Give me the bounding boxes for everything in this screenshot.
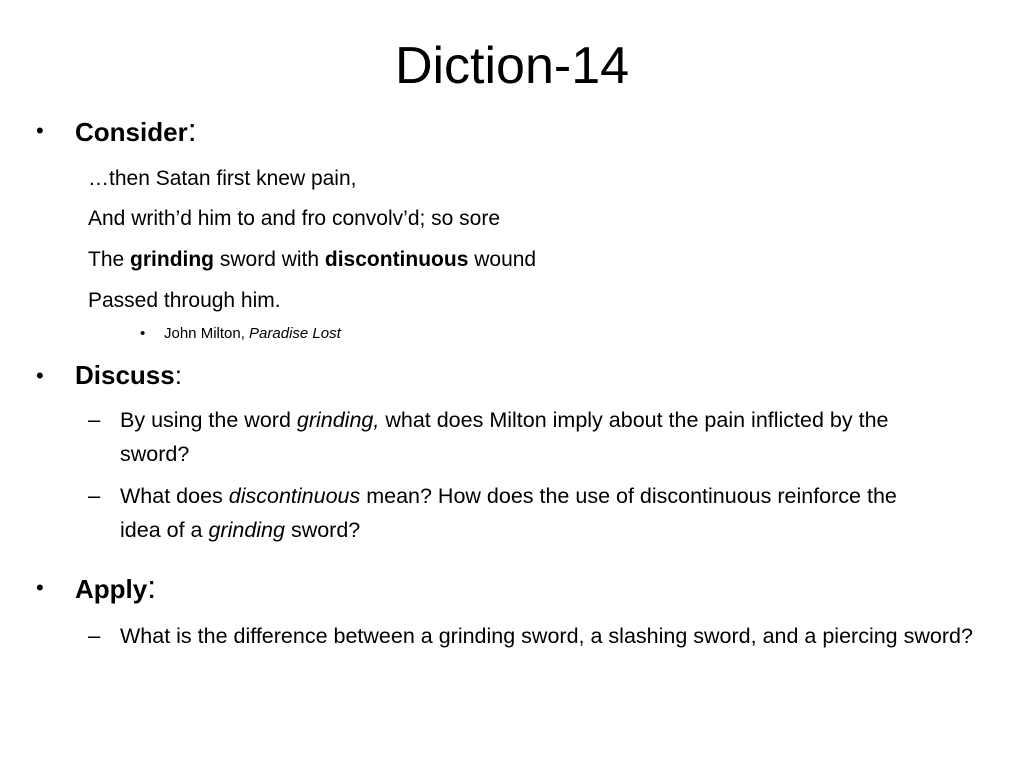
- discuss-heading: [75, 359, 182, 391]
- apply-label: Apply: [75, 574, 148, 604]
- discuss-q2-italic: grinding: [208, 518, 285, 542]
- discuss-q2-dash: –: [88, 483, 101, 508]
- discuss-q2-part: mean? How does the use of discontinuous reinforce the idea of a: [120, 484, 897, 542]
- discuss-q1-part: By using the word: [120, 408, 297, 432]
- apply-q1-dash: –: [88, 623, 101, 648]
- poem-line-4: Passed through him.: [88, 289, 281, 312]
- word-discontinuous: discontinuous: [324, 248, 469, 271]
- bullet-discuss: •: [36, 363, 44, 388]
- discuss-q1-italic: grinding,: [296, 408, 380, 432]
- attribution: [164, 324, 341, 344]
- poem-line-3-part: The: [88, 248, 131, 271]
- discuss-question-2: [120, 479, 940, 547]
- attribution-work: Paradise Lost: [249, 325, 341, 342]
- apply-question-1: What is the difference between a grinding sword, a slashing sword, and a piercing sword?: [120, 624, 973, 648]
- poem-line-3-part: wound: [468, 248, 537, 271]
- poem-line-3: [88, 246, 536, 274]
- discuss-label: Discuss: [75, 360, 175, 390]
- apply-heading: [75, 571, 156, 605]
- discuss-question-1: [120, 403, 960, 471]
- slide-title: Diction-14: [394, 37, 630, 95]
- poem-line-2: And writh’d him to and fro convolv’d; so sore: [88, 207, 501, 230]
- consider-heading: [75, 114, 197, 148]
- consider-label: Consider: [75, 117, 188, 147]
- discuss-q2-part: sword?: [284, 518, 361, 542]
- attribution-author: John Milton,: [164, 325, 250, 342]
- discuss-q2-part: What does: [120, 484, 229, 508]
- word-grinding: grinding: [130, 248, 215, 271]
- bullet-consider: •: [36, 118, 44, 143]
- bullet-apply: •: [36, 575, 44, 600]
- discuss-q1-part: what does Milton imply about the pain inflicted by the sword?: [120, 408, 889, 466]
- discuss-colon: :: [174, 360, 182, 390]
- attribution-bullet: •: [140, 325, 146, 342]
- apply-colon: :: [147, 569, 157, 605]
- consider-colon: :: [187, 112, 197, 148]
- poem-line-1: …then Satan first knew pain,: [88, 167, 357, 190]
- discuss-q1-dash: –: [88, 407, 101, 432]
- discuss-q2-italic: discontinuous: [228, 484, 361, 508]
- poem-line-3-part: sword with: [214, 248, 325, 271]
